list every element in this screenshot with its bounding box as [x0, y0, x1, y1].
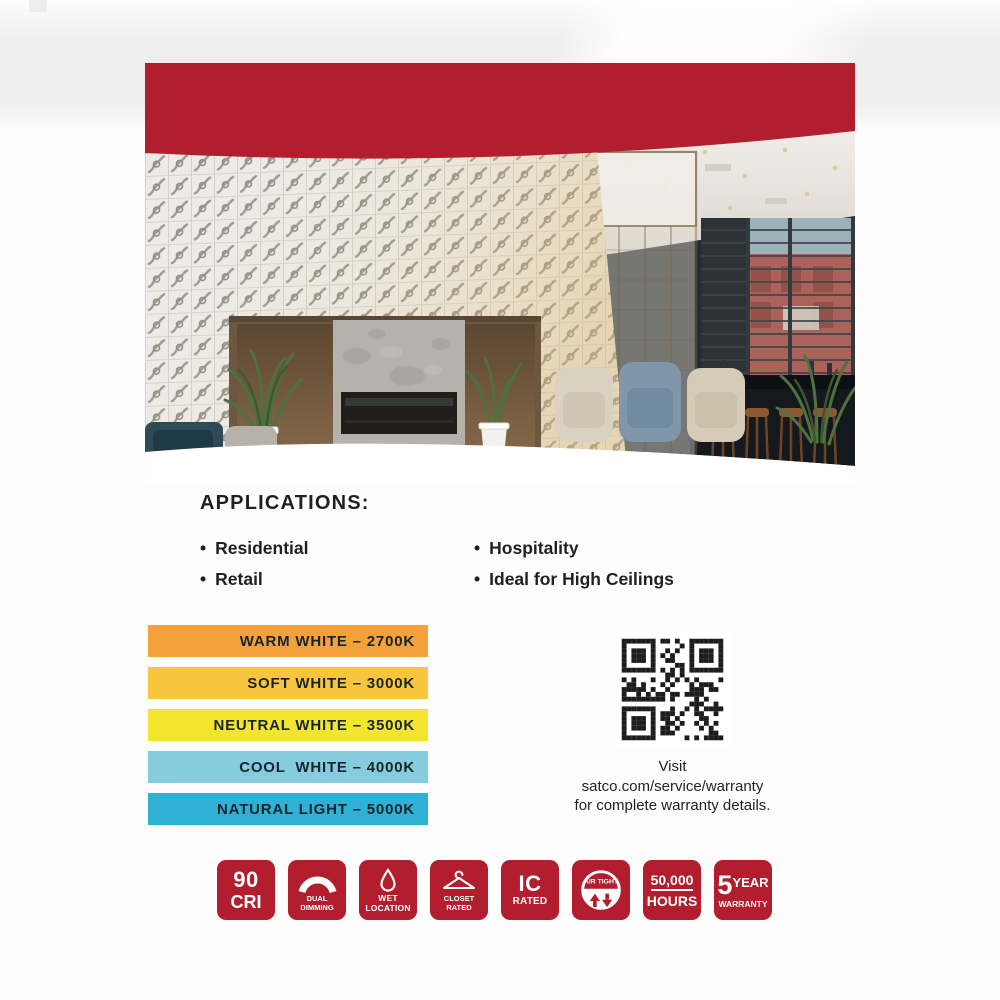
- cct-bar-label: NEUTRAL WHITE – 3500K: [213, 716, 415, 734]
- certification-badges-row: [217, 860, 772, 920]
- cct-bar-4000k: [148, 751, 428, 783]
- badge-90-cri: [217, 860, 275, 920]
- warranty-url: satco.com/service/warranty: [581, 777, 764, 795]
- hours-value: 50,000: [651, 873, 694, 891]
- list-item: [200, 533, 474, 564]
- hero-photo: [145, 130, 855, 470]
- list-item: [474, 564, 748, 595]
- list-item: [474, 533, 748, 564]
- applications-section: [200, 492, 760, 595]
- dual-dimming-line2: DIMMING: [300, 902, 334, 912]
- dual-dimming-line1: DUAL: [306, 893, 328, 903]
- header-red-shape: [145, 63, 855, 159]
- cct-bar-label: COOL WHITE – 4000K: [239, 758, 415, 776]
- badge-50000-hours: [643, 860, 701, 920]
- header-red-band: [145, 63, 855, 173]
- air-tight-icon: [579, 868, 623, 912]
- warranty-years-value: 5: [717, 869, 733, 900]
- closet-rated-line2: RATED: [446, 903, 472, 912]
- cct-bar-label: WARM WHITE – 2700K: [239, 632, 415, 650]
- warranty-line-3: for complete warranty details.: [574, 797, 771, 814]
- dimming-arcs-icon: [297, 869, 337, 893]
- application-label: Hospitality: [489, 538, 579, 558]
- badge-dual-dimming: [288, 860, 346, 920]
- applications-column-1: [200, 533, 474, 595]
- bullet-glyph: •: [474, 569, 481, 589]
- warranty-line-1: Visit: [658, 758, 687, 775]
- color-temperature-bars: [148, 625, 428, 835]
- application-label: Residential: [215, 538, 309, 558]
- hanger-icon: [440, 869, 478, 894]
- applications-column-2: [474, 533, 748, 595]
- air-tight-label: AIR TIGHT: [583, 878, 619, 886]
- bullet-glyph: •: [474, 538, 481, 558]
- warranty-years-unit: YEAR: [732, 874, 769, 890]
- white-curve-edge: [145, 452, 855, 482]
- warranty-label: WARRANTY: [718, 899, 768, 909]
- water-drop-icon: [375, 868, 401, 892]
- wet-location-line2: LOCATION: [365, 902, 411, 913]
- hours-label: HOURS: [646, 892, 698, 909]
- wet-location-line1: WET: [378, 892, 398, 903]
- badge-5-year-warranty: [714, 860, 772, 920]
- badge-closet-rated: [430, 860, 488, 920]
- application-label: Ideal for High Ceilings: [489, 569, 674, 589]
- ic-value: IC: [518, 871, 542, 897]
- cct-bar-2700k: [148, 625, 428, 657]
- cct-bar-3500k: [148, 709, 428, 741]
- cri-label: CRI: [230, 892, 262, 912]
- ic-label: RATED: [512, 895, 548, 907]
- badge-ic-rated: [501, 860, 559, 920]
- qr-code: [614, 631, 731, 748]
- cct-bar-5000k: [148, 793, 428, 825]
- cct-bar-3000k: [148, 667, 428, 699]
- cct-bar-label: SOFT WHITE – 3000K: [247, 674, 415, 692]
- badge-air-tight: [572, 860, 630, 920]
- application-label: Retail: [215, 569, 263, 589]
- list-item: [200, 564, 474, 595]
- closet-rated-line1: CLOSET: [443, 894, 475, 903]
- applications-title: APPLICATIONS:: [200, 492, 370, 514]
- cri-value: 90: [233, 867, 259, 892]
- warranty-block: [545, 631, 800, 816]
- cct-bar-label: NATURAL LIGHT – 5000K: [217, 800, 415, 818]
- print-mark: [29, 0, 47, 12]
- bullet-glyph: •: [200, 538, 207, 558]
- bullet-glyph: •: [200, 569, 207, 589]
- badge-wet-location: [359, 860, 417, 920]
